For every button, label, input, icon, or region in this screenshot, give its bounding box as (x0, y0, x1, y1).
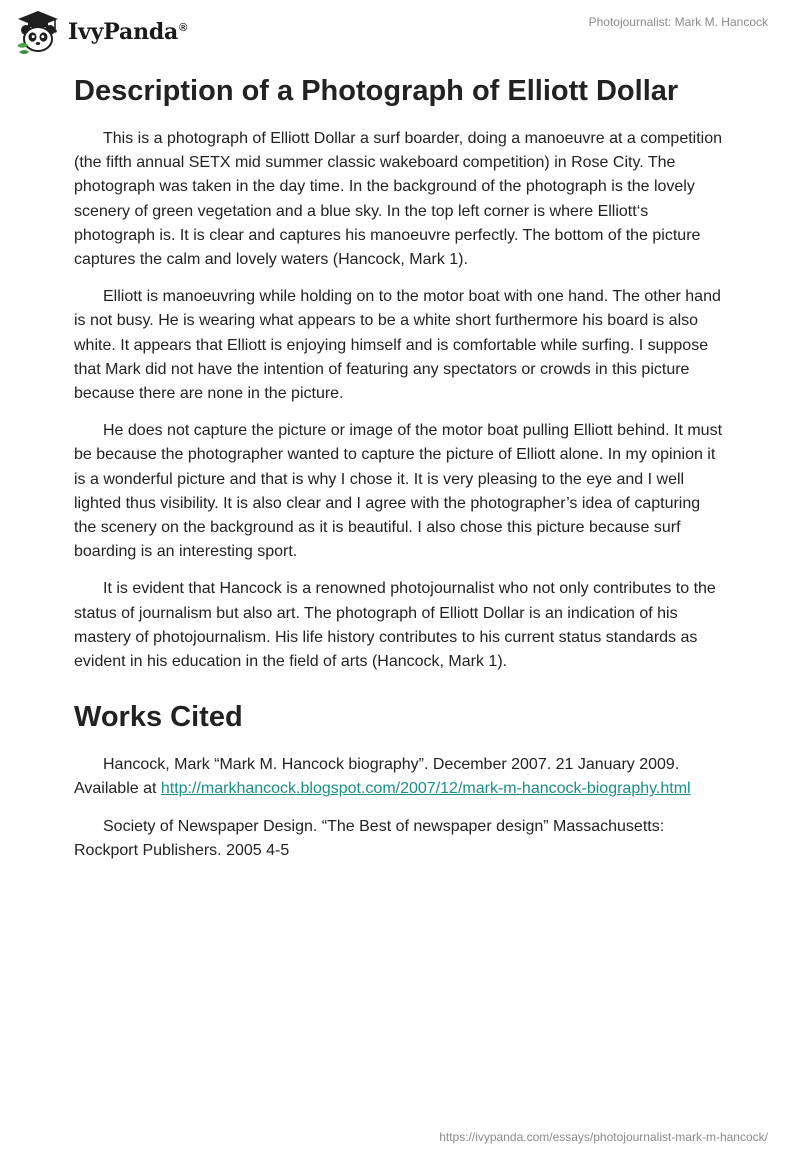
source-url: https://ivypanda.com/essays/photojournalist-mark-m-hancock/ (439, 1130, 768, 1144)
logo-wordmark: IvyPanda® (68, 19, 188, 45)
page-header (0, 0, 800, 60)
ivypanda-logo[interactable] (14, 8, 187, 56)
paragraph: Elliott is manoeuvring while holding on to the motor boat with one hand. The other hand is not busy. He is wearing what appears to be a white short furthermore his board is also white. It appears that Elliott is enjoying himself and is comfortable while surfing. I suppose that Mark did not have the intention of featuring any spectators or crowds in this picture because there are none in the picture. (74, 288, 721, 403)
citation-text: Hancock, Mark “Mark M. Hancock biography”. December 2007. 21 January 2009. Available at (74, 756, 680, 798)
citation-link[interactable]: http://markhancock.blogspot.com/2007/12/mark-m-hancock-biography.html (160, 780, 691, 798)
document-title: Photojournalist: Mark M. Hancock (588, 15, 768, 29)
essay-title: Description of a Photograph of Elliott Dollar (74, 75, 679, 107)
panda-graduate-icon (14, 8, 62, 56)
paragraph: He does not capture the picture or image of the motor boat pulling Elliott behind. It must be because the photographer wanted to capture the picture of Elliott alone. In my opinion it is a wonderful picture and that is why I chose it. It is very pleasing to the eye and I well lighted thus visibility. It is also clear and I agree with the photographer’s idea of capturing the scenery on the background as it is beautiful. I also chose this picture because surf boarding is an interesting sport. (74, 422, 723, 561)
essay-content (74, 72, 724, 876)
citation-entry: Society of Newspaper Design. “The Best of newspaper design” Massachusetts: Rockport Publishers. 2005 4-5 (74, 817, 665, 859)
works-cited-heading: Works Cited (74, 701, 243, 734)
citation-entry (74, 753, 724, 801)
paragraph: This is a photograph of Elliott Dollar a surf boarder, doing a manoeuvre at a competition (the fifth annual SETX mid summer classic wakeboard competition) in Rose City. The photograph was taken in the day time. In the background of the photograph is the lovely scenery of green vegetation and a blue sky. In the top left corner is where Elliott‘s photograph is. It is clear and captures his manoeuvre perfectly. The bottom of the picture captures the calm and lovely waters (Hancock, Mark 1). (74, 130, 723, 269)
paragraph: It is evident that Hancock is a renowned photojournalist who not only contributes to the status of journalism but also art. The photograph of Elliott Dollar is an indication of his mastery of photojournalism. His life history contributes to his current status standards as evident in his education in the field of arts (Hancock, Mark 1). (74, 580, 716, 671)
